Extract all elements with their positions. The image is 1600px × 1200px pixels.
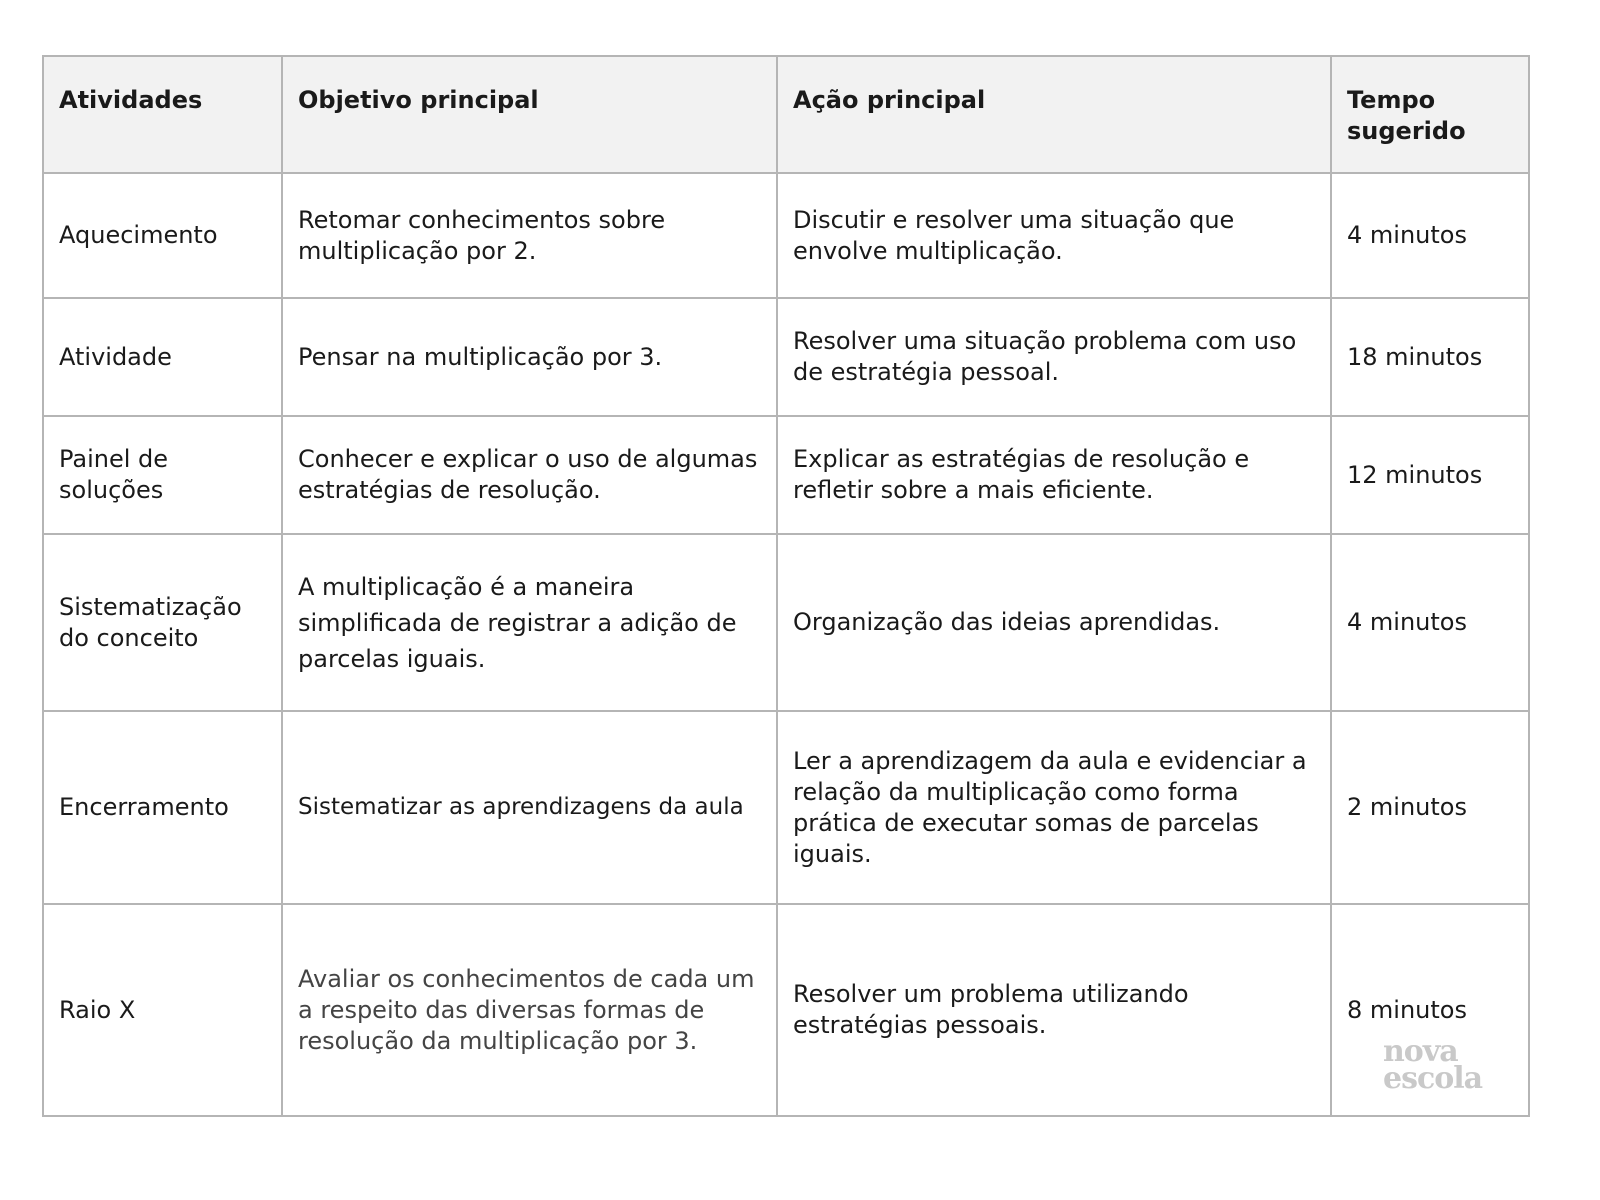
cell-activity: Encerramento xyxy=(43,711,282,904)
cell-time: 4 minutos xyxy=(1331,534,1529,711)
cell-time: 4 minutos xyxy=(1331,173,1529,298)
lesson-plan-table xyxy=(42,55,1530,1117)
header-suggested-time: Tempo sugerido xyxy=(1331,56,1529,173)
cell-objective: Conhecer e explicar o uso de algumas estratégias de resolução. xyxy=(282,416,777,534)
table-row xyxy=(43,298,1529,416)
cell-action: Resolver um problema utilizando estratégias pessoais. xyxy=(777,904,1331,1116)
cell-objective: Retomar conhecimentos sobre multiplicação por 2. xyxy=(282,173,777,298)
cell-action: Explicar as estratégias de resolução e refletir sobre a mais eficiente. xyxy=(777,416,1331,534)
cell-activity: Atividade xyxy=(43,298,282,416)
cell-action: Resolver uma situação problema com uso de estratégia pessoal. xyxy=(777,298,1331,416)
nova-escola-logo xyxy=(1383,1034,1495,1096)
cell-action: Discutir e resolver uma situação que envolve multiplicação. xyxy=(777,173,1331,298)
cell-activity: Painel de soluções xyxy=(43,416,282,534)
table-row xyxy=(43,173,1529,298)
cell-action: Ler a aprendizagem da aula e evidenciar a relação da multiplicação como forma prática de executar somas de parcelas iguais. xyxy=(777,711,1331,904)
table-row xyxy=(43,904,1529,1116)
table-row xyxy=(43,416,1529,534)
header-main-action: Ação principal xyxy=(777,56,1331,173)
logo-line-nova: nova xyxy=(1383,1034,1458,1069)
cell-action: Organização das ideias aprendidas. xyxy=(777,534,1331,711)
cell-time: 8 minutos xyxy=(1331,904,1529,1116)
cell-time: 18 minutos xyxy=(1331,298,1529,416)
cell-objective: Sistematizar as aprendizagens da aula xyxy=(282,711,777,904)
logo-line-escola: escola xyxy=(1383,1061,1483,1096)
cell-activity: Sistematização do conceito xyxy=(43,534,282,711)
table-row xyxy=(43,711,1529,904)
cell-time: 12 minutos xyxy=(1331,416,1529,534)
cell-activity: Raio X xyxy=(43,904,282,1116)
header-row xyxy=(43,56,1529,173)
table-row xyxy=(43,534,1529,711)
cell-time: 2 minutos xyxy=(1331,711,1529,904)
header-main-objective: Objetivo principal xyxy=(282,56,777,173)
header-activities: Atividades xyxy=(43,56,282,173)
cell-objective: A multiplicação é a maneira simplificada de registrar a adição de parcelas iguais. xyxy=(282,534,777,711)
cell-objective: Avaliar os conhecimentos de cada um a respeito das diversas formas de resolução da multiplicação por 3. xyxy=(282,904,777,1116)
cell-objective: Pensar na multiplicação por 3. xyxy=(282,298,777,416)
cell-activity: Aquecimento xyxy=(43,173,282,298)
